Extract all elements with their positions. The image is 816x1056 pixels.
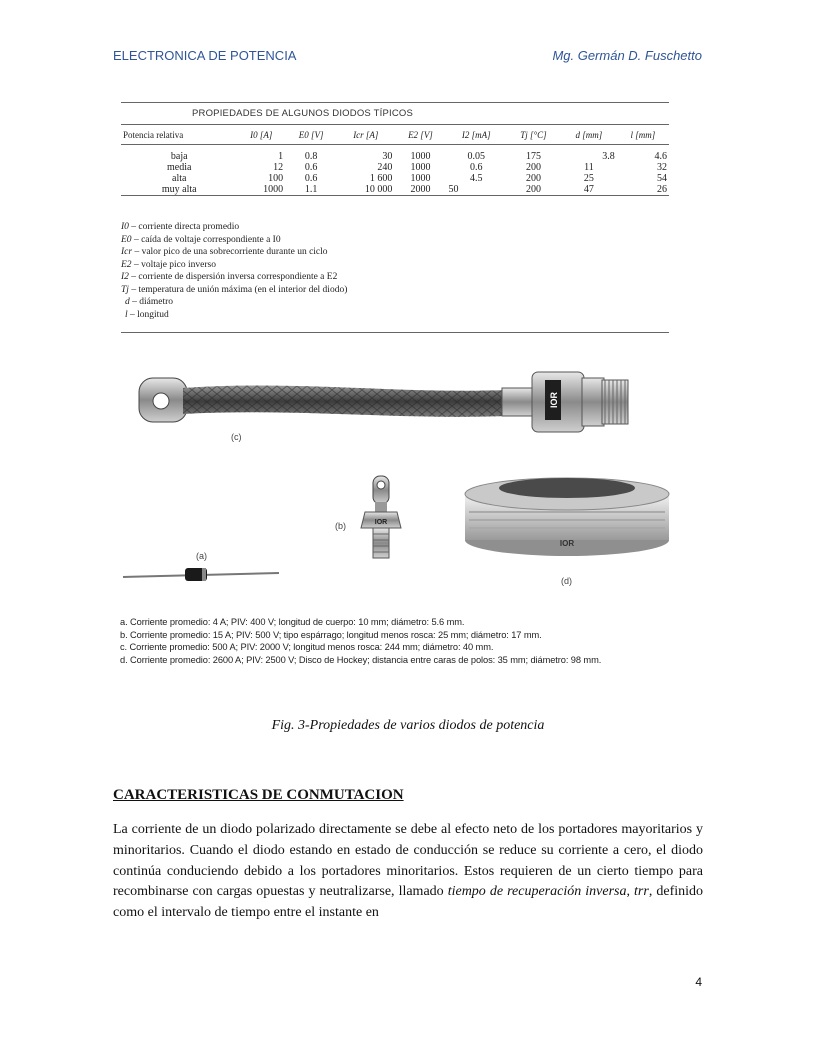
col-header: Tj [°C] xyxy=(520,130,547,140)
table-cell: 30 xyxy=(382,151,393,162)
table-row xyxy=(121,162,669,173)
legend-item: Icr – valor pico de una sobrecorriente durante un ciclo xyxy=(121,247,328,257)
table-cell: 200 xyxy=(525,162,541,173)
col-header: Potencia relativa xyxy=(123,130,184,140)
table-top-rule xyxy=(121,102,669,103)
label-d-photo: (d) xyxy=(561,576,572,586)
legend-item: Tj – temperatura de unión máxima (en el interior del diodo) xyxy=(121,284,348,295)
table-cell: 54 xyxy=(657,173,667,184)
running-header-title: ELECTRONICA DE POTENCIA xyxy=(113,48,297,63)
caption-item: b. Corriente promedio: 15 A; PIV: 500 V; tipo espárrago; longitud menos rosca: 25 mm; diámetro: 17 mm. xyxy=(120,629,542,640)
table-cell: 175 xyxy=(525,151,541,162)
table-cell: 0.05 xyxy=(467,151,485,162)
col-header: I0 [A] xyxy=(250,130,273,140)
ior-logo: IOR xyxy=(549,391,559,409)
figure-caption: Fig. 3-Propiedades de varios diodos de potencia xyxy=(271,718,545,733)
table-cell: 4.6 xyxy=(654,151,667,162)
table-cell: 1 600 xyxy=(369,173,393,184)
table-cell: 1000 xyxy=(410,151,431,162)
table-cell: 25 xyxy=(583,173,594,184)
page-number: 4 xyxy=(695,975,702,989)
label-b-photo: (b) xyxy=(335,521,346,531)
caption-item: a. Corriente promedio: 4 A; PIV: 400 V; longitud de cuerpo: 10 mm; diámetro: 5.6 mm. xyxy=(120,617,465,627)
label-a-photo: (a) xyxy=(196,551,207,561)
photo-captions xyxy=(120,616,601,666)
table-cell: 4.5 xyxy=(469,173,483,184)
table-cell: 26 xyxy=(657,184,667,195)
table-bottom-rule xyxy=(121,332,669,333)
col-header: E2 [V] xyxy=(408,130,433,140)
body-paragraph: La corriente de un diodo polarizado directamente se debe al efecto neto de los portadores mayoritarios y minoritarios. Cuando el diodo estando en estado de conducción se reduce su corriente a cero, el diodo continúa conduciendo debido a los portadores minoritarios. Estos requieren de un cierto tiempo para recombinarse con cargas opuestas y neutralizarse, llamado tiempo de recuperación inversa, trr, definido como el intervalo de tiempo entre el instante en xyxy=(113,822,704,921)
legend-item: E2 – voltaje pico inverso xyxy=(121,259,216,270)
legend-item: E0 – caída de voltaje correspondiente a I0 xyxy=(121,234,281,245)
diode-photos xyxy=(117,354,673,616)
table-cell: 1000 xyxy=(263,184,284,195)
col-header: l [mm] xyxy=(630,130,656,140)
table-cell: 32 xyxy=(657,162,667,173)
diode-d-photo xyxy=(465,478,669,586)
table-title: PROPIEDADES DE ALGUNOS DIODOS TÍPICOS xyxy=(192,108,414,119)
term-recovery-time: tiempo de recuperación inversa xyxy=(447,884,627,900)
diode-b-photo xyxy=(335,476,401,558)
caption-item: c. Corriente promedio: 500 A; PIV: 2000 V; longitud menos rosca: 244 mm; diámetro: 40 mm. xyxy=(120,642,494,652)
table-cell: 47 xyxy=(583,184,594,195)
table-cell: 2000 xyxy=(410,184,431,195)
diode-c-photo xyxy=(139,372,628,442)
legend-item: I2 – corriente de dispersión inversa correspondiente a E2 xyxy=(121,272,338,282)
section-title: CARACTERISTICAS DE CONMUTACION xyxy=(113,787,404,803)
table-cell: 12 xyxy=(273,162,284,173)
trr-symbol: trr xyxy=(634,884,649,900)
table-legend xyxy=(121,221,347,321)
ior-logo: IOR xyxy=(559,539,575,548)
table-cell: 1 xyxy=(278,151,284,162)
table-cell: 0.6 xyxy=(469,162,483,173)
diode-properties-table xyxy=(121,126,669,196)
col-header: I2 [mA] xyxy=(461,130,491,140)
legend-item: d – diámetro xyxy=(125,297,174,307)
table-cell: muy alta xyxy=(161,184,197,195)
table-cell: 0.6 xyxy=(304,162,318,173)
table-cell: 200 xyxy=(525,173,541,184)
table-cell: 11 xyxy=(584,162,594,173)
table-cell: 50 xyxy=(448,184,459,195)
col-header: E0 [V] xyxy=(298,130,324,140)
running-header-author: Mg. Germán D. Fuschetto xyxy=(552,48,702,63)
table-cell: 1000 xyxy=(410,173,431,184)
table-cell: 200 xyxy=(525,184,541,195)
table-row xyxy=(121,173,669,184)
col-header: d [mm] xyxy=(575,130,603,140)
table-header-row xyxy=(121,126,669,145)
table-title-rule xyxy=(121,124,669,125)
table-cell: 1000 xyxy=(410,162,431,173)
table-cell: 3.8 xyxy=(602,151,615,162)
table-cell: alta xyxy=(172,173,187,184)
col-header: Icr [A] xyxy=(353,130,379,140)
table-row xyxy=(121,151,669,162)
figure-diode-properties xyxy=(117,96,673,686)
table-cell: 0.8 xyxy=(304,151,318,162)
legend-item: l – longitud xyxy=(125,309,169,320)
table-cell: 1.1 xyxy=(304,184,318,195)
table-cell: 0.6 xyxy=(304,173,318,184)
table-cell: baja xyxy=(170,151,188,162)
diode-a-photo xyxy=(123,551,279,581)
ior-logo: IOR xyxy=(374,519,388,526)
table-cell: 10 000 xyxy=(364,184,393,195)
table-cell: 240 xyxy=(377,162,393,173)
table-row xyxy=(121,184,669,196)
caption-item: d. Corriente promedio: 2600 A; PIV: 2500 V; Disco de Hockey; distancia entre caras de polos: 35 mm; diámetro: 98 mm. xyxy=(120,654,602,665)
label-c-photo: (c) xyxy=(231,432,242,442)
table-cell: media xyxy=(167,162,192,173)
table-cell: 100 xyxy=(268,173,284,184)
legend-item: I0 – corriente directa promedio xyxy=(121,222,240,232)
